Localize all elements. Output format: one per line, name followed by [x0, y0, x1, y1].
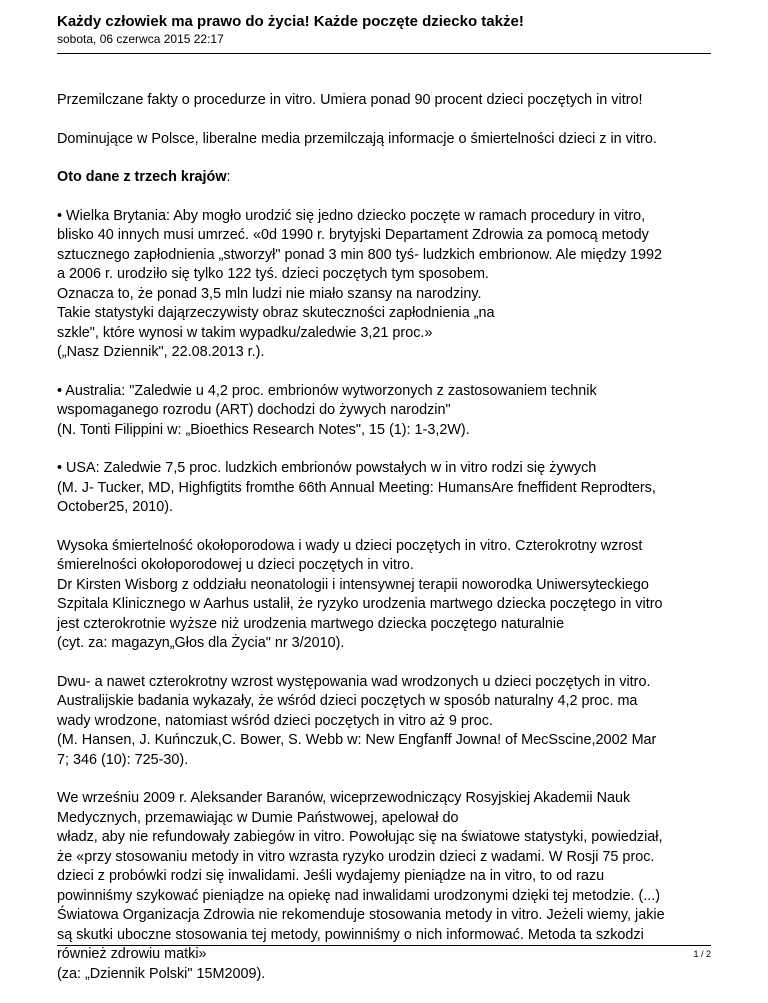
usa-block: • USA: Zaledwie 7,5 proc. ludzkich embrionów powstałych w in vitro rodzi się żywych (M. J- Tucker, MD, Highfigtits fromthe 66th Annual Meeting: HumansAre fneffident Reprodters, October25, 2010). [57, 460, 656, 515]
australia-block: • Australia: "Zaledwie u 4,2 proc. embrionów wytworzonych z zastosowaniem technik wspomaganego rozrodu (ART) dochodzi do żywych narodzin" (N. Tonti Filippini w: „Bioethics Research Notes", 15 (1): 1-3,2W). [57, 382, 597, 438]
article-date: sobota, 06 czerwca 2015 22:17 [57, 32, 224, 46]
countries-subheading [57, 168, 711, 188]
subheading-text: Oto dane z trzech krajów [57, 169, 227, 185]
page-header [57, 13, 711, 47]
defects-block: Dwu- a nawet czterokrotny wzrost występowania wad wrodzonych u dzieci poczętych in vitro. Australijskie badania wykazały, że wśród dzieci poczętych w sposób naturalny 4,2 proc. ma wady wrodzone, natomiast wśród dzieci poczętych in vitro aż 9 proc. (M. Hansen, J. Kuńnczuk,C. Bower, S. Webb w: New Engfanff Jowna! of MecSscine,2002 Mar 7; 346 (10): 725-30). [57, 673, 657, 768]
article-body [57, 91, 711, 1003]
mortality-block: Wysoka śmiertelność okołoporodowa i wady u dzieci poczętych in vitro. Czterokrotny wzrost śmierelności okołoporodowej u dzieci poczętych in vitro. Dr Kirsten Wisborg z oddziału neonatologii i intensywnej terapii noworodka Uniwersyteckiego Szpitala Klinicznego w Aarhus ustalił, że ryzyko urodzenia martwego dziecka poczętego in vitro jest czterokrotnie wyższe niż urodzenia martwego dziecka poczętego naturalnie (cyt. za: magazyn„Głos dla Życia" nr 3/2010). [57, 537, 663, 651]
page-number: 1 / 2 [693, 949, 711, 959]
intro-paragraph: Przemilczane fakty o procedurze in vitro. Umiera ponad 90 procent dzieci poczętych in vitro! [57, 92, 643, 108]
media-paragraph: Dominujące w Polsce, liberalne media przemilczają informacje o śmiertelności dzieci z in vitro. [57, 130, 657, 147]
footer-divider [57, 945, 711, 946]
uk-block: • Wielka Brytania: Aby mogło urodzić się jedno dziecko poczęte w ramach procedury in vitro, blisko 40 innych musi umrzeć. «0d 1990 r. brytyjski Departament Zdrowia za pomocą metody sztucznego zapłodnienia „stworzył" ponad 3 min 800 tyś- ludzkich embrionow. Ale między 1992 a 2006 r. urodziło się tylko 122 tyś. dzieci poczętych tym sposobem. Oznacza to, że ponad 3,5 mln ludzi nie miało szansy na narodziny. Takie statystyki dająrzeczywisty obraz skuteczności zapłodnienia „na szkle", które wynosi w takim wypadku/zaledwie 3,21 proc.» („Nasz Dziennik", 22.08.2013 r.). [57, 207, 663, 360]
header-divider [57, 53, 711, 54]
russia-block: We wrześniu 2009 r. Aleksander Baranów, wiceprzewodniczący Rosyjskiej Akademii Nauk Medycznych, przemawiając w Dumie Państwowej, apelował do władz, aby nie refundowały zabiegów in vitro. Powołując się na światowe statystyki, powiedział, że «przy stosowaniu metody in vitro wzrasta ryzyko urodzin dzieci z wadami. W Rosji 75 proc. dzieci z probówki rodzi się inwalidami. Jeśli wydajemy pieniądze na in vitro, to od razu powinniśmy szykować pieniądze na opiekę nad inwalidami urodzonymi dzięki tej metodzie. (...) Światowa Organizacja Zdrowia nie rekomenduje stosowania metody in vitro. Jeżeli wiemy, jakie są skutki uboczne stosowania tej metody, powinniśmy o nich informować. Metoda ta szkodzi również zdrowiu matki» (za: „Dziennik Polski" 15M2009). [57, 790, 665, 982]
subheading-colon: : [226, 169, 231, 185]
article-title: Każdy człowiek ma prawo do życia! Każde poczęte dziecko także! [57, 13, 524, 30]
